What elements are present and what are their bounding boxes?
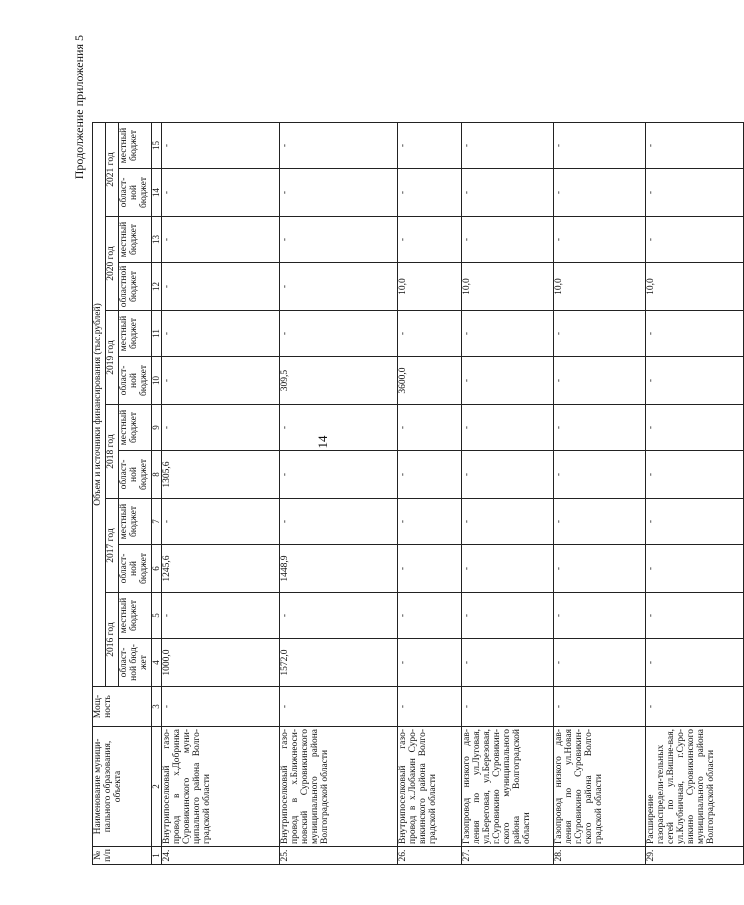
column-number: 9 <box>151 405 161 451</box>
value-cell: 1572,0 <box>280 639 398 687</box>
value-cell: - <box>554 357 646 405</box>
value-cell: 1245,6 <box>162 545 280 593</box>
value-cell: - <box>162 405 280 451</box>
value-cell: - <box>398 499 462 545</box>
value-cell: - <box>398 217 462 263</box>
value-cell: - <box>280 169 398 217</box>
value-cell: - <box>462 639 554 687</box>
value-cell: 1305,6 <box>162 451 280 499</box>
header-capacity: Мощ-ность <box>93 687 152 727</box>
value-cell: - <box>280 405 398 451</box>
value-cell: - <box>462 593 554 639</box>
value-cell: 1448,9 <box>280 545 398 593</box>
row-number: 26. <box>398 847 462 865</box>
table-row <box>554 123 646 865</box>
column-number: 11 <box>151 311 161 357</box>
value-cell: - <box>162 593 280 639</box>
table-row <box>646 123 744 865</box>
column-number-row <box>151 123 161 865</box>
value-cell: - <box>162 311 280 357</box>
value-cell: - <box>462 169 554 217</box>
value-cell: - <box>398 545 462 593</box>
value-cell: - <box>554 217 646 263</box>
value-cell: - <box>398 169 462 217</box>
column-number: 3 <box>151 687 161 727</box>
value-cell: - <box>280 499 398 545</box>
value-cell: - <box>554 405 646 451</box>
column-number: 1 <box>151 847 161 865</box>
object-name: Внутрипоселковый газо-провод в х.Лобакин Суро-викинского района Волго-градской области <box>398 727 462 847</box>
value-cell: - <box>646 311 744 357</box>
header-year: 2020 год <box>105 217 118 311</box>
value-cell: - <box>162 123 280 169</box>
row-number: 28. <box>554 847 646 865</box>
value-cell: - <box>646 687 744 727</box>
value-cell: - <box>280 451 398 499</box>
value-cell: - <box>162 357 280 405</box>
column-number: 8 <box>151 451 161 499</box>
value-cell: - <box>554 311 646 357</box>
value-cell: - <box>646 217 744 263</box>
header-budget: местный бюджет <box>118 217 151 263</box>
column-number: 7 <box>151 499 161 545</box>
value-cell: 1000,0 <box>162 639 280 687</box>
header-budget: местный бюджет <box>118 123 151 169</box>
row-number: 25. <box>280 847 398 865</box>
header-num: № п/п <box>93 847 152 865</box>
value-cell: - <box>646 499 744 545</box>
column-number: 10 <box>151 357 161 405</box>
value-cell: - <box>554 499 646 545</box>
value-cell: - <box>462 451 554 499</box>
value-cell: - <box>554 123 646 169</box>
value-cell: - <box>162 169 280 217</box>
value-cell: - <box>462 357 554 405</box>
value-cell: - <box>646 169 744 217</box>
value-cell: - <box>398 451 462 499</box>
table-row <box>398 123 462 865</box>
value-cell: - <box>554 593 646 639</box>
value-cell: 309,5 <box>280 357 398 405</box>
header-year: 2021 год <box>105 123 118 217</box>
value-cell: - <box>280 263 398 311</box>
value-cell: - <box>280 687 398 727</box>
header-budget: област-ной бюджет <box>118 169 151 217</box>
header-budget: местный бюджет <box>118 499 151 545</box>
column-number: 13 <box>151 217 161 263</box>
value-cell: - <box>554 687 646 727</box>
value-cell: 10,0 <box>554 263 646 311</box>
value-cell: - <box>646 451 744 499</box>
header-year: 2019 год <box>105 311 118 405</box>
header-year: 2016 год <box>105 593 118 687</box>
value-cell: - <box>162 217 280 263</box>
header-budget: местный бюджет <box>118 593 151 639</box>
rotated-page-content <box>70 35 717 865</box>
value-cell: - <box>554 451 646 499</box>
object-name: Газопровод низкого дав-ления по ул.Новая г.Суровикино Суровикин-ского района Волго-градской области <box>554 727 646 847</box>
header-name: Наименование муници-пального образования, объекта <box>93 727 152 847</box>
value-cell: - <box>280 217 398 263</box>
value-cell: - <box>646 545 744 593</box>
column-number: 12 <box>151 263 161 311</box>
value-cell: - <box>162 499 280 545</box>
value-cell: - <box>462 687 554 727</box>
object-name: Внутрипоселковый газо-провод в х.Добринка Суровикинского муни-ципального района Волго-градской области <box>162 727 280 847</box>
header-budget: местный бюджет <box>118 405 151 451</box>
row-number: 27. <box>462 847 554 865</box>
value-cell: - <box>280 311 398 357</box>
value-cell: - <box>398 687 462 727</box>
value-cell: 10,0 <box>398 263 462 311</box>
column-number: 5 <box>151 593 161 639</box>
value-cell: - <box>462 405 554 451</box>
value-cell: - <box>398 123 462 169</box>
value-cell: - <box>280 123 398 169</box>
value-cell: - <box>646 639 744 687</box>
header-budget: област-ной бюджет <box>118 545 151 593</box>
page-number: 14 <box>315 435 330 449</box>
value-cell: 3600,0 <box>398 357 462 405</box>
financing-table <box>92 122 744 865</box>
header-year: 2018 год <box>105 405 118 499</box>
header-budget: местный бюджет <box>118 311 151 357</box>
value-cell: - <box>162 263 280 311</box>
value-cell: - <box>646 357 744 405</box>
header-budget: област-ной бюджет <box>118 451 151 499</box>
object-name: Внутрипоселковый газо-провод в х.Ближнеоси-новский Суровикинского муниципального района Волгоградской области <box>280 727 398 847</box>
row-number: 24. <box>162 847 280 865</box>
object-name: Расширение газораспредели-тельных сетей по ул.Вишне-вая, ул.Клубничная, г.Суро-викино Суровикинского муниципального района Волгоградской области <box>646 727 744 847</box>
table-body <box>93 123 744 865</box>
row-number: 29. <box>646 847 744 865</box>
table-row <box>162 123 280 865</box>
value-cell: - <box>398 405 462 451</box>
value-cell: - <box>462 545 554 593</box>
value-cell: - <box>646 405 744 451</box>
value-cell: 10,0 <box>462 263 554 311</box>
value-cell: - <box>398 311 462 357</box>
column-number: 4 <box>151 639 161 687</box>
header-budget: област-ной бюджет <box>118 357 151 405</box>
value-cell: - <box>398 593 462 639</box>
value-cell: - <box>280 593 398 639</box>
header-year: 2017 год <box>105 499 118 593</box>
value-cell: - <box>646 593 744 639</box>
value-cell: - <box>462 499 554 545</box>
value-cell: - <box>554 639 646 687</box>
table-row <box>462 123 554 865</box>
header-budget: област-ной бюд-жет <box>118 639 151 687</box>
value-cell: - <box>162 687 280 727</box>
header-row-1 <box>93 123 106 865</box>
table-row <box>280 123 398 865</box>
header-funding: Объем и источники финансирования (тыс.рублей) <box>93 123 106 687</box>
appendix-caption: Продолжение приложения 5 <box>72 35 86 180</box>
column-number: 2 <box>151 727 161 847</box>
object-name: Газопровод низкого дав-ления по ул.Луговая, ул.Береговая, ул.Березовая, г.Суровикино Суровикин-ского муниципального района Волгоградской области <box>462 727 554 847</box>
header-budget: областной бюджет <box>118 263 151 311</box>
value-cell: - <box>554 545 646 593</box>
value-cell: - <box>462 123 554 169</box>
column-number: 15 <box>151 123 161 169</box>
value-cell: - <box>646 123 744 169</box>
value-cell: - <box>462 311 554 357</box>
value-cell: - <box>398 639 462 687</box>
column-number: 6 <box>151 545 161 593</box>
value-cell: 10,0 <box>646 263 744 311</box>
value-cell: - <box>554 169 646 217</box>
value-cell: - <box>462 217 554 263</box>
column-number: 14 <box>151 169 161 217</box>
